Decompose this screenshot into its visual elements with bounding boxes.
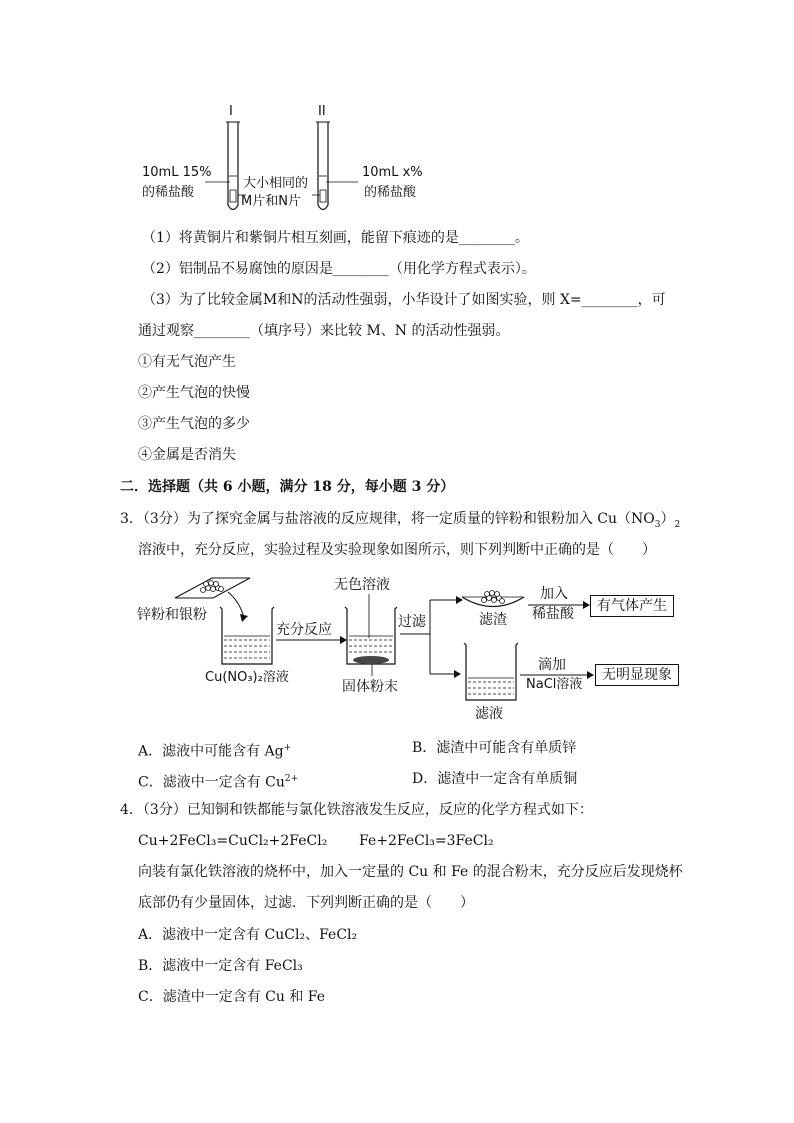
no-change-box: 无明显现象 xyxy=(595,664,679,686)
gas-result-box: 有气体产生 xyxy=(590,595,674,617)
add-label: 加入 xyxy=(540,586,568,602)
nacl-solution-label: NaCl溶液 xyxy=(526,677,583,692)
q4-option-b: B．滤液中一定含有 FeCl₃ xyxy=(138,958,303,974)
left-acid-label-line2: 的稀盐酸 xyxy=(142,185,195,200)
zn-ag-powder-label: 锌粉和银粉 xyxy=(137,607,207,623)
observation-option-4: ④金属是否消失 xyxy=(138,447,236,463)
question-part-3-line1: （3）为了比较金属M和N的活动性强弱，小华设计了如图实验，则 X=________，可 xyxy=(142,292,666,308)
drop-add-label: 滴加 xyxy=(538,657,566,673)
dilute-hcl-label: 稀盐酸 xyxy=(532,606,574,622)
section-heading: 二．选择题（共 6 小题，满分 18 分，每小题 3 分） xyxy=(120,479,455,495)
q4-option-c: C．滤渣中一定含有 Cu 和 Fe xyxy=(138,989,326,1005)
q3-option-a: A．滤液中可能含有 Ag+ xyxy=(138,743,292,760)
question-part-3-line2: 通过观察________（填序号）来比较 M、N 的活动性强弱。 xyxy=(138,323,510,339)
question-part-2: （2）铝制品不易腐蚀的原因是________（用化学方程式表示）。 xyxy=(142,261,536,277)
observation-option-1: ①有无气泡产生 xyxy=(138,354,236,370)
metal-label-line2: M片和N片 xyxy=(241,194,301,209)
full-reaction-label: 充分反应 xyxy=(276,622,332,638)
colorless-solution-label: 无色溶液 xyxy=(334,577,390,593)
q4-stem-line3: 底部仍有少量固体，过滤．下列判断正确的是（ ） xyxy=(138,895,474,911)
q3-option-d: D．滤渣中一定含有单质铜 xyxy=(412,771,578,787)
q3-option-b: B．滤渣中可能含有单质锌 xyxy=(412,740,577,756)
filtrate-label: 滤液 xyxy=(475,706,503,722)
observation-option-2: ②产生气泡的快慢 xyxy=(138,385,250,401)
question-part-1: （1）将黄铜片和紫铜片相互刻画，能留下痕迹的是________。 xyxy=(142,230,529,246)
left-acid-label-line1: 10mL 15% xyxy=(142,165,212,180)
residue-label: 滤渣 xyxy=(479,612,507,628)
right-acid-label-line2: 的稀盐酸 xyxy=(364,185,417,200)
observation-option-3: ③产生气泡的多少 xyxy=(138,416,250,432)
q4-equation-1: Cu+2FeCl₃=CuCl₂+2FeCl₂ xyxy=(138,833,328,849)
copper-nitrate-label: Cu(NO₃)₂溶液 xyxy=(205,670,289,685)
right-acid-label-line1: 10mL x% xyxy=(362,165,423,180)
solid-powder-label: 固体粉末 xyxy=(342,679,398,695)
q3-stem-line2: 溶液中，充分反应，实验过程及实验现象如图所示，则下列判断中正确的是（ ） xyxy=(138,542,656,558)
q4-option-a: A．滤液中一定含有 CuCl₂、FeCl₂ xyxy=(138,927,358,943)
q3-option-c: C．滤液中一定含有 $Cu^{2+}$ xyxy=(138,774,299,791)
q4-stem-line1: 4．（3分）已知铜和铁都能与氯化铁溶液发生反应，反应的化学方程式如下： xyxy=(120,802,593,818)
q4-stem-line2: 向装有氯化铁溶液的烧杯中，加入一定量的 Cu 和 Fe 的混合粉末，充分反应后发现烧杯 xyxy=(138,864,683,880)
q4-equation-2: Fe+2FeCl₃=3FeCl₂ xyxy=(359,833,494,849)
metal-label-line1: 大小相同的 xyxy=(243,176,309,191)
tube-label-i: I xyxy=(229,104,233,119)
q3-stem-line1: 3．（3分）为了探究金属与盐溶液的反应规律，将一定质量的锌粉和银粉加入 $Cu(NO_3)_2$ xyxy=(120,511,681,530)
filter-label: 过滤 xyxy=(398,614,426,630)
tube-label-ii: II xyxy=(318,104,326,119)
